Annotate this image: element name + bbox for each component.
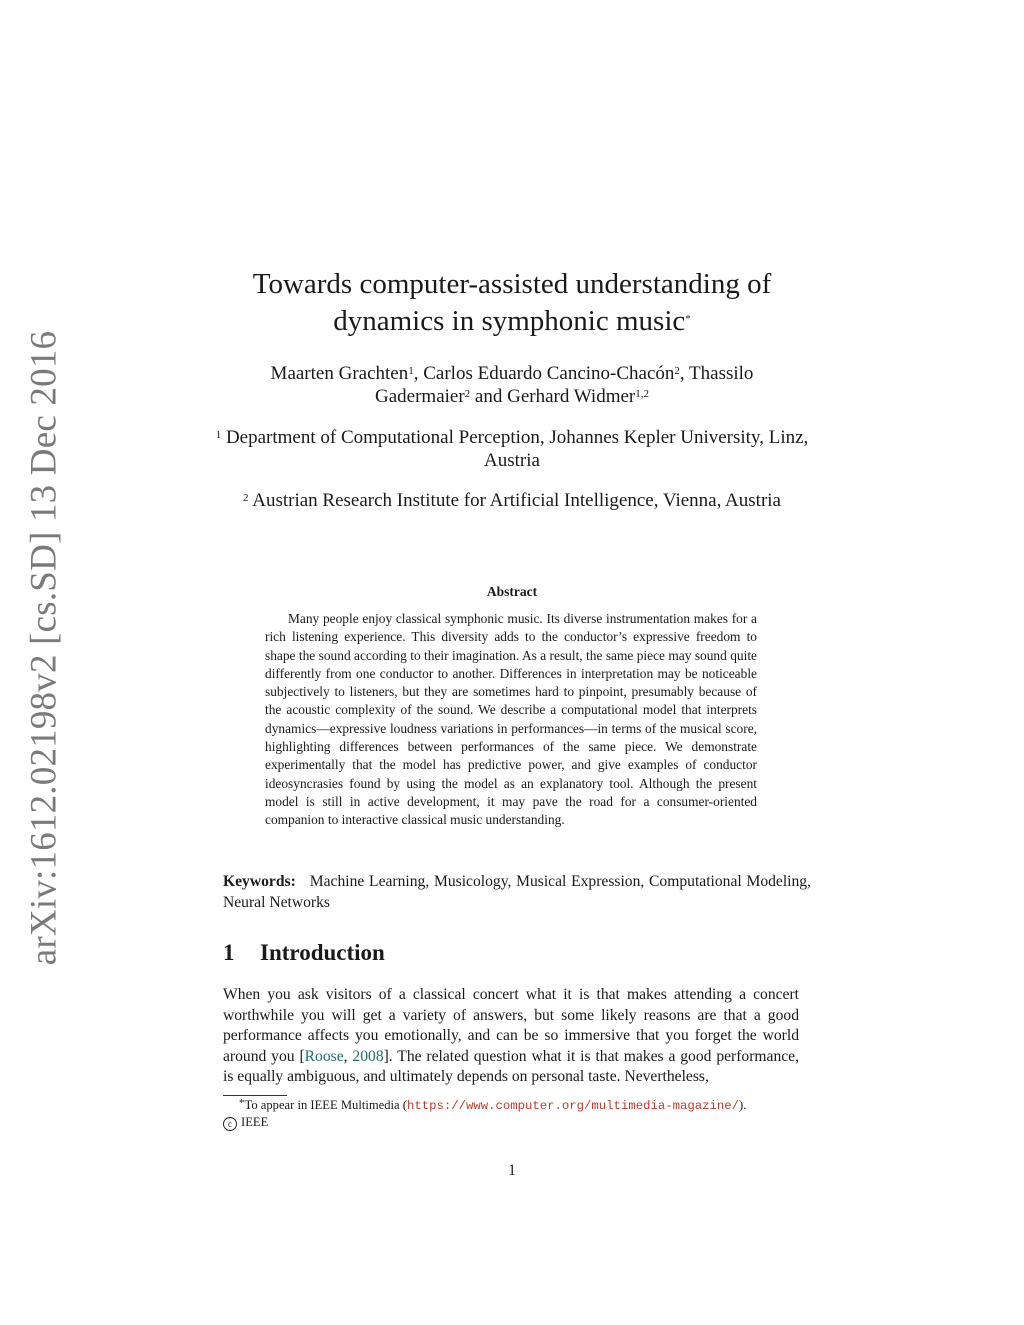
citation-year-link[interactable] (352, 1048, 383, 1065)
arxiv-side-stamp (0, 0, 90, 1325)
keywords-text: Machine Learning, Musicology, Musical Expression, Computational Modeling, Neural Networks (223, 873, 811, 911)
copyright-holder: IEEE (241, 1115, 269, 1129)
affiliation-text: Department of Computational Perception, Johannes Kepler University, Linz, Austria (225, 427, 809, 471)
paper-title (160, 266, 864, 340)
title-line-2 (160, 303, 864, 340)
title-footnote-mark: * (685, 313, 691, 325)
citation-author: Roose (304, 1047, 344, 1065)
footnote-url-link[interactable]: https://www.computer.org/multimedia-magazine/ (406, 1099, 740, 1113)
arxiv-identifier: arXiv:1612.02198v2 [cs.SD] 13 Dec 2016 (23, 330, 65, 966)
affiliation-1 (200, 426, 824, 472)
author-affil-mark: 2 (674, 365, 680, 377)
affiliation-mark: 2 (243, 492, 249, 504)
author-affil-mark: 1,2 (635, 388, 649, 400)
copyright-icon: c (223, 1117, 237, 1131)
footnote-line-1 (223, 1097, 823, 1114)
intro-paragraph (223, 985, 799, 1088)
abstract-text: Many people enjoy classical symphonic music. Its diverse instrumentation makes for a rich listening experience. This diversity adds to the conductor’s expressive freedom to shape the sound according to their imagination. As a result, the same piece may sound quite differently from one conductor to another. Differences in interpretation may be noticeable subjectively to listeners, but they are sometimes hard to pinpoint, presumably because of the acoustic complexity of the sound. We describe a computational model that interprets dynamics—expressive loudness variations in performances—in terms of the musical score, highlighting differences between performances of the same piece. We demonstrate experimentally that the model has predictive power, and give examples of conductor ideosyncrasies found by using the model as an explanatory tool. Although the present model is still in active development, it may pave the road for a consumer-oriented companion to interactive classical music understanding. (265, 611, 757, 828)
author-line-1 (160, 362, 864, 385)
author-name: , Thassilo (679, 363, 754, 384)
intro-text: When you ask visitors of a classical concert what it is that makes attending a concert worthwhile you will get a variety of answers, but some likely reasons are that a good performance affects you emotionally, and can be so immersive that you forget the world around you [ (223, 986, 799, 1065)
author-list (160, 362, 864, 408)
author-affil-mark: 2 (464, 388, 471, 400)
keywords-label: Keywords: (223, 873, 296, 890)
intro-text: ]. The related question what it is that makes a good performance, is equally ambiguous, and ultimately depends on personal taste. Nevertheless, (223, 1047, 799, 1085)
footnote (223, 1097, 823, 1131)
affiliation-text: Austrian Research Institute for Artificial Intelligence, Vienna, Austria (252, 490, 781, 511)
citation-year: 2008 (352, 1047, 384, 1065)
citation-link[interactable] (305, 1048, 344, 1065)
section-heading (223, 940, 385, 966)
author-name: Gadermaier (375, 386, 465, 407)
page-number: 1 (508, 1162, 516, 1179)
keywords (223, 872, 811, 913)
footnote-mark: * (239, 1097, 245, 1109)
author-name: , Carlos Eduardo Cancino-Chacón (413, 363, 675, 384)
title-line-2-text: dynamics in symphonic music (333, 305, 686, 337)
footnote-line-2 (223, 1114, 823, 1131)
footnote-rule (223, 1095, 287, 1096)
abstract-heading: Abstract (486, 584, 538, 599)
section-title: Introduction (260, 940, 385, 965)
author-affil-mark: 1 (408, 365, 414, 377)
author-line-2 (160, 385, 864, 408)
citation-separator: , (343, 1047, 353, 1065)
footnote-text: To appear in IEEE Multimedia ( (244, 1098, 407, 1112)
author-name: Maarten Grachten (270, 363, 409, 384)
author-name: and Gerhard Widmer (470, 386, 636, 407)
affiliation-2 (150, 489, 874, 512)
title-line-1: Towards computer-assisted understanding of (252, 268, 772, 300)
affiliation-mark: 1 (215, 429, 222, 441)
footnote-text-end: ). (739, 1098, 747, 1112)
section-number: 1 (223, 940, 235, 965)
